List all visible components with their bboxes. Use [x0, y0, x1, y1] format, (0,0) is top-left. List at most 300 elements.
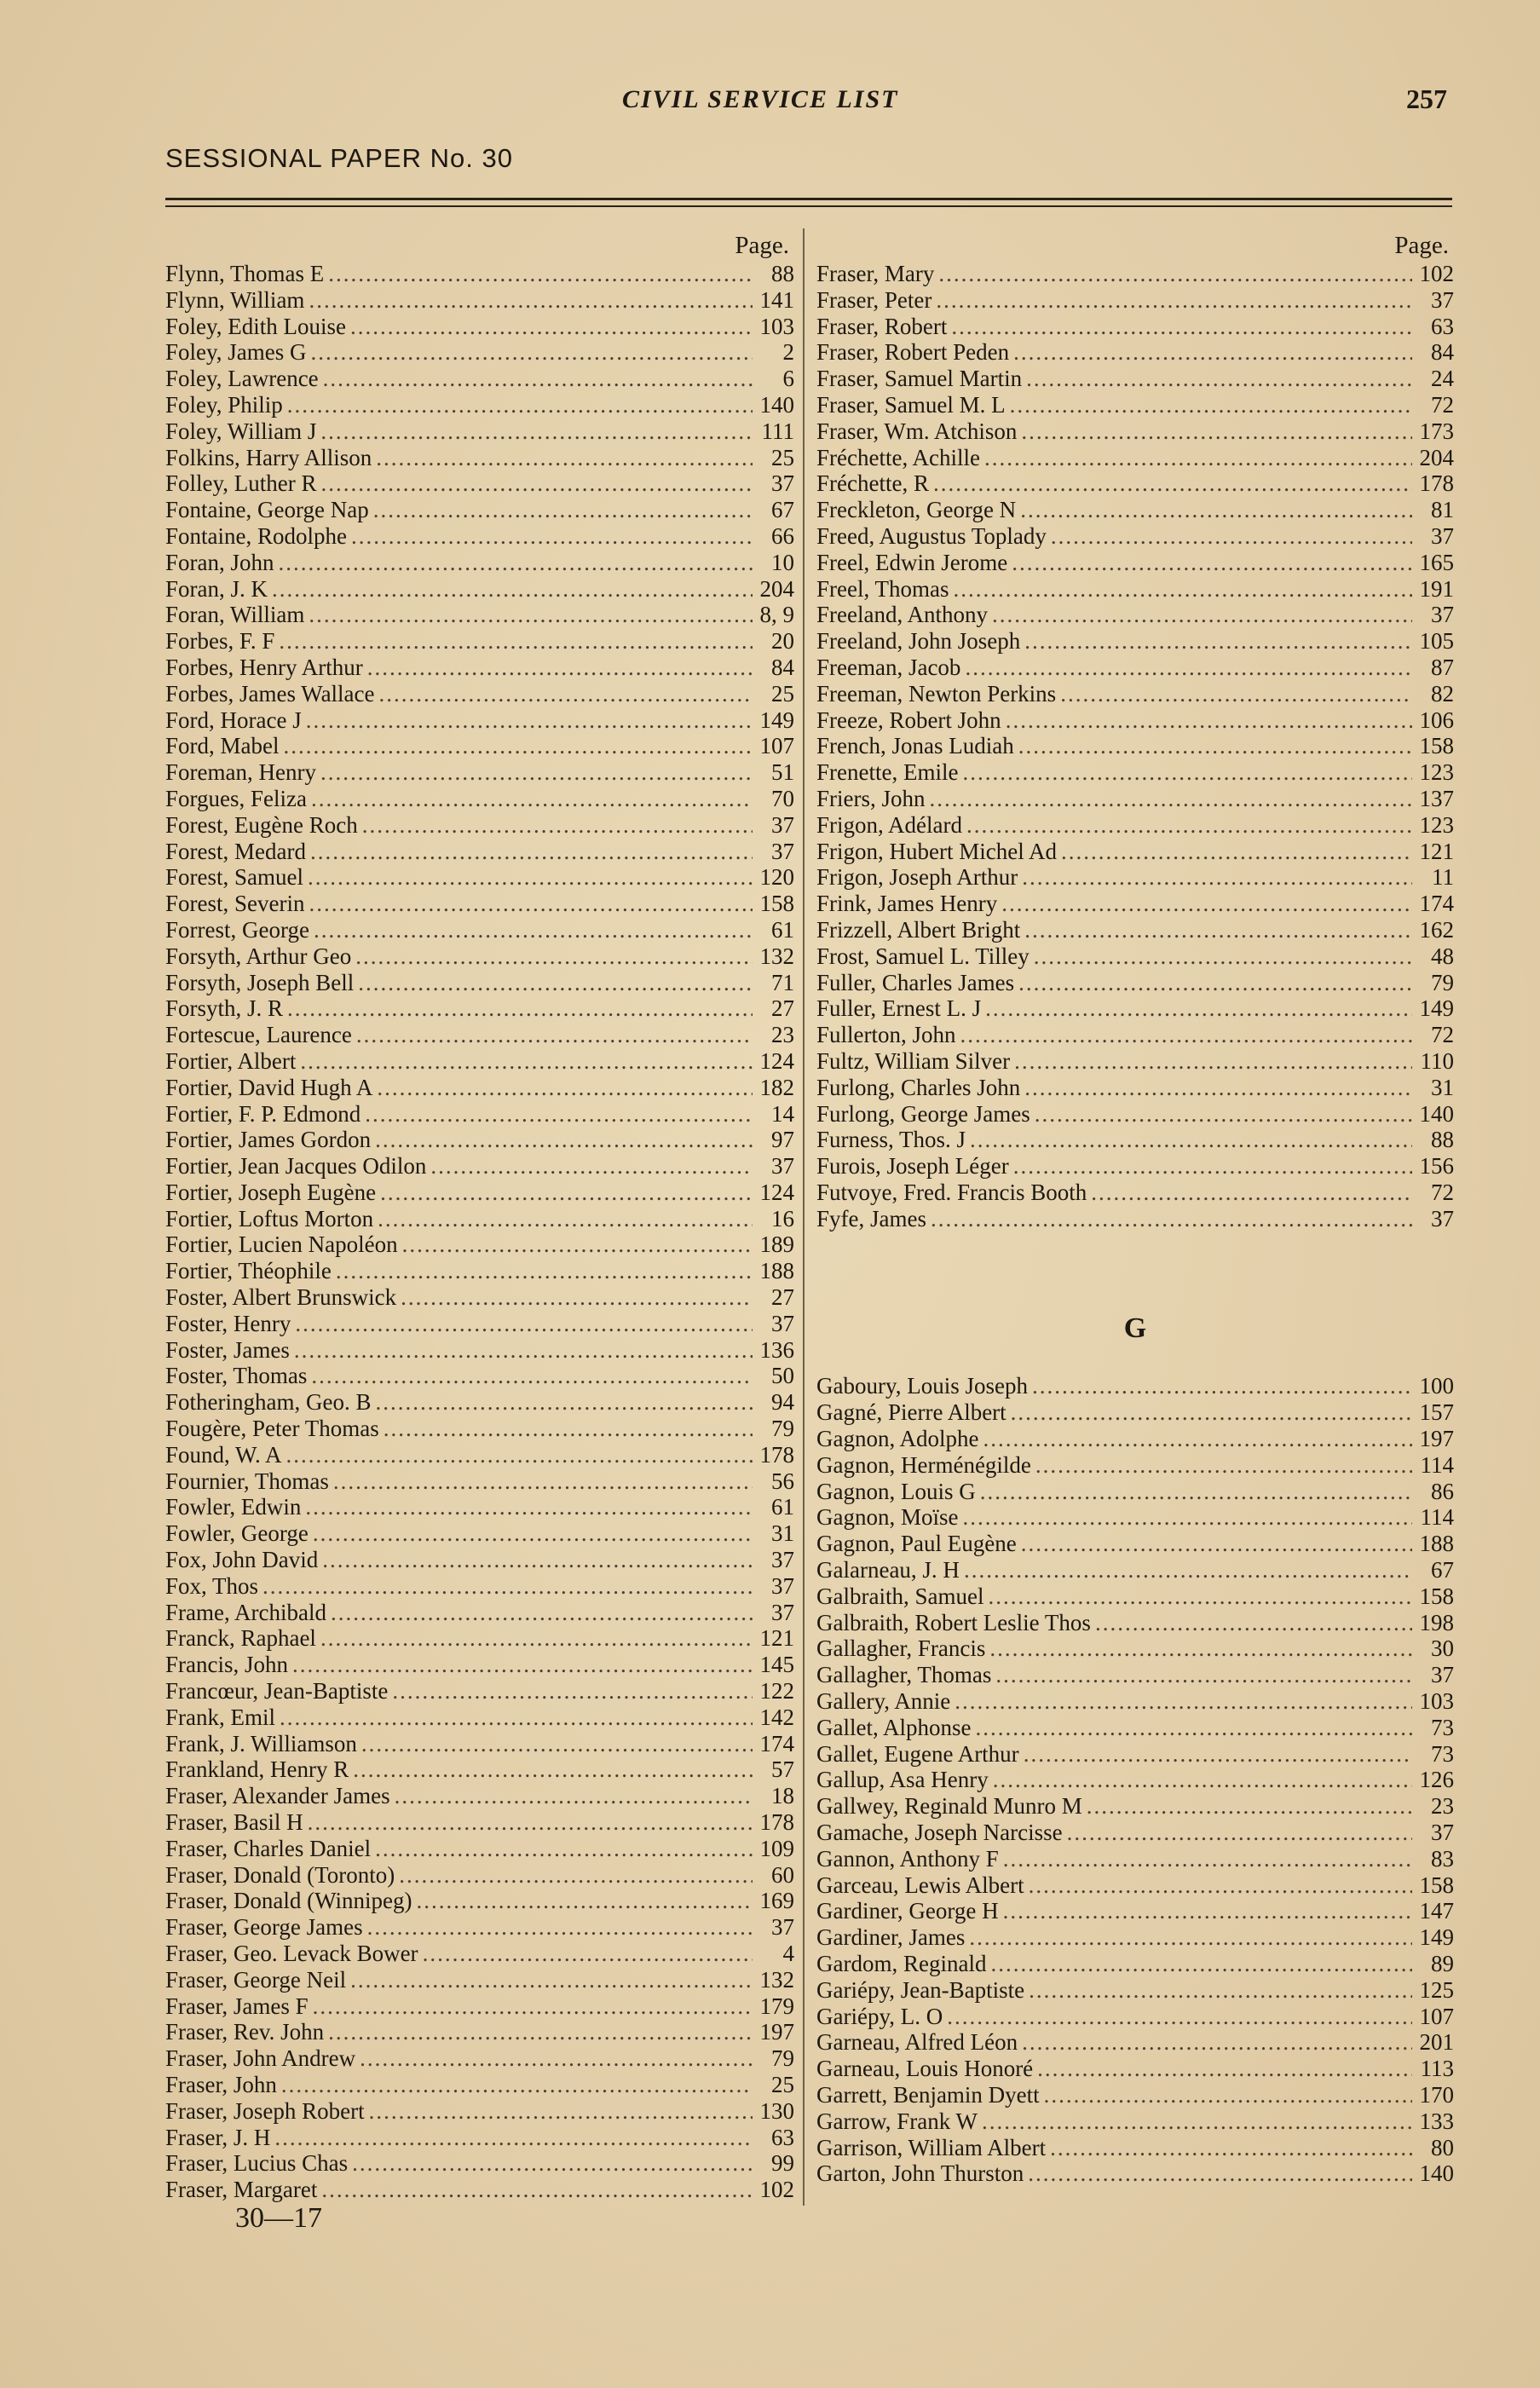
entry-name: Garneau, Louis Honoré: [816, 2056, 1034, 2082]
index-entry: [816, 943, 1454, 970]
index-entry: [165, 287, 794, 314]
index-entry: [816, 366, 1454, 392]
index-entry: [816, 1531, 1454, 1557]
entry-page: 67: [771, 497, 794, 523]
entry-name: Gagnon, Herménégilde: [816, 1451, 1031, 1478]
entry-page: 88: [771, 261, 794, 286]
dot-leader: [305, 1494, 753, 1520]
entry-page: 174: [759, 1730, 794, 1756]
entry-page: 37: [1431, 1820, 1454, 1846]
entry-name: Garneau, Alfred Léon: [816, 2029, 1018, 2056]
index-entry: [165, 2019, 794, 2045]
entry-page: 25: [771, 2071, 794, 2097]
entry-page: 165: [1419, 549, 1454, 575]
entry-name: Galarneau, J. H: [816, 1557, 960, 1583]
entry-name: Fraser, Charles Daniel: [165, 1835, 372, 1861]
entry-name: Galbraith, Samuel: [816, 1583, 984, 1609]
entry-page: 67: [1431, 1557, 1454, 1583]
entry-page: 157: [1419, 1399, 1454, 1426]
dot-leader: [308, 1809, 753, 1836]
entry-name: French, Jonas Ludiah: [816, 733, 1014, 759]
entry-name: Fraser, John Andrew: [165, 2045, 356, 2072]
entry-page: 130: [759, 2097, 794, 2124]
entry-name: Freed, Augustus Toplady: [816, 522, 1047, 549]
index-entry: [165, 1101, 794, 1128]
dot-leader: [1051, 523, 1412, 550]
entry-page: 23: [1431, 1793, 1454, 1820]
entry-page: 30: [1431, 1635, 1454, 1662]
dot-leader: [367, 1914, 753, 1941]
entry-page: 97: [771, 1127, 794, 1153]
entry-name: Fraser, Samuel M. L: [816, 391, 1006, 418]
index-entry: [165, 1967, 794, 1993]
entry-page: 197: [1419, 1426, 1454, 1452]
index-entry: [816, 655, 1454, 681]
entry-page: 198: [1419, 1609, 1454, 1635]
index-entry: [165, 602, 794, 628]
entry-name: Folley, Luther R: [165, 470, 317, 497]
index-entry: [816, 287, 1454, 314]
index-entry: [816, 1101, 1454, 1128]
dot-leader: [309, 891, 753, 917]
dot-leader: [1014, 1048, 1412, 1075]
dot-leader: [377, 1075, 753, 1101]
index-entry: [816, 1872, 1454, 1899]
entry-name: Gardiner, James: [816, 1924, 966, 1951]
index-entry: [165, 576, 794, 603]
entry-page: 70: [771, 785, 794, 811]
index-entry: [816, 2108, 1454, 2135]
dot-leader: [1020, 497, 1412, 523]
index-entry: [816, 576, 1454, 603]
index-entry: [816, 733, 1454, 759]
index-entry: [165, 759, 794, 786]
entry-name: Foran, John: [165, 549, 274, 575]
dot-leader: [1034, 943, 1412, 970]
dot-leader: [1011, 1399, 1412, 1426]
entry-name: Gardiner, George H: [816, 1898, 999, 1924]
entry-name: Gagnon, Adolphe: [816, 1426, 979, 1452]
dot-leader: [358, 970, 753, 996]
entry-name: Folkins, Harry Allison: [165, 444, 372, 470]
entry-name: Gallagher, Thomas: [816, 1662, 992, 1688]
entry-name: Forest, Eugène Roch: [165, 811, 358, 838]
dot-leader: [930, 786, 1413, 812]
entry-name: Fotheringham, Geo. B: [165, 1389, 372, 1416]
dot-leader: [1029, 1977, 1412, 2004]
dot-leader: [1010, 392, 1412, 418]
entry-name: Fultz, William Silver: [816, 1047, 1011, 1074]
entry-page: 27: [771, 1284, 794, 1311]
dot-leader: [430, 1153, 753, 1180]
dot-leader: [262, 1573, 753, 1600]
dot-leader: [1018, 733, 1412, 759]
entry-page: 136: [759, 1336, 794, 1363]
index-entry: [165, 1180, 794, 1206]
entry-page: 63: [771, 2124, 794, 2150]
entry-name: Foley, James G: [165, 339, 307, 366]
entry-name: Frenette, Emile: [816, 759, 959, 786]
index-entry: [165, 1547, 794, 1573]
dot-leader: [1012, 550, 1412, 576]
dot-leader: [311, 786, 753, 812]
dot-leader: [401, 1284, 753, 1311]
dot-leader: [417, 1888, 753, 1914]
entry-page: 170: [1419, 2082, 1454, 2108]
dot-leader: [1035, 1452, 1412, 1479]
entry-name: Forgues, Feliza: [165, 785, 307, 811]
entry-page: 182: [759, 1074, 794, 1100]
entry-page: 178: [1419, 470, 1454, 497]
dot-leader: [375, 1127, 753, 1153]
entry-name: Gaboury, Louis Joseph: [816, 1373, 1028, 1399]
entry-page: 37: [771, 1914, 794, 1941]
right-entry-list-f: [816, 261, 1454, 1231]
entry-name: Friers, John: [816, 785, 926, 811]
index-entry: [165, 1678, 794, 1704]
entry-name: Fyfe, James: [816, 1205, 926, 1231]
entry-page: 120: [759, 864, 794, 891]
entry-name: Frizzell, Albert Bright: [816, 916, 1021, 943]
entry-page: 83: [1431, 1845, 1454, 1872]
entry-name: Frost, Samuel L. Tilley: [816, 943, 1030, 969]
entry-page: 20: [771, 628, 794, 655]
dot-leader: [380, 1180, 753, 1206]
entry-name: Fraser, Donald (Winnipeg): [165, 1888, 412, 1914]
index-entry: [816, 470, 1454, 497]
entry-page: 57: [771, 1756, 794, 1783]
entry-page: 37: [771, 1547, 794, 1573]
dot-leader: [395, 1783, 753, 1809]
dot-leader: [321, 2177, 753, 2203]
entry-name: Freeman, Jacob: [816, 654, 961, 680]
entry-page: 18: [771, 1783, 794, 1809]
entry-page: 137: [1419, 785, 1454, 811]
entry-page: 158: [1419, 1872, 1454, 1898]
index-entry: [816, 1767, 1454, 1793]
entry-page: 103: [759, 313, 794, 339]
entry-name: Fraser, Geo. Levack Bower: [165, 1941, 418, 1966]
index-entry: [165, 392, 794, 418]
entry-page: 145: [759, 1652, 794, 1678]
index-entry: [816, 1452, 1454, 1479]
entry-page: 149: [759, 707, 794, 733]
entry-name: Ford, Mabel: [165, 733, 280, 759]
index-entry: [165, 339, 794, 366]
index-entry: [816, 1688, 1454, 1715]
dot-leader: [1024, 917, 1412, 943]
index-entry: [816, 1741, 1454, 1768]
index-entry: [165, 707, 794, 734]
entry-page: 88: [1431, 1127, 1454, 1153]
index-entry: [816, 1610, 1454, 1636]
index-entry: [165, 1731, 794, 1757]
index-entry: [165, 1888, 794, 1914]
signature-code: 30—17: [235, 2202, 322, 2234]
entry-page: 72: [1431, 1022, 1454, 1048]
index-entry: [816, 917, 1454, 943]
index-entry: [816, 1793, 1454, 1820]
sessional-paper-label: SESSIONAL PAPER No. 30: [165, 143, 513, 173]
entry-name: Freeze, Robert John: [816, 707, 1001, 733]
index-entry: [816, 2004, 1454, 2030]
index-entry: [816, 891, 1454, 917]
entry-page: 86: [1431, 1478, 1454, 1504]
dot-leader: [1060, 681, 1412, 707]
dot-leader: [953, 576, 1412, 603]
entry-name: Garrow, Frank W: [816, 2108, 978, 2134]
entry-name: Forest, Severin: [165, 891, 305, 917]
column-divider: [803, 228, 805, 2206]
entry-name: Foreman, Henry: [165, 759, 316, 786]
entry-name: Freel, Thomas: [816, 575, 949, 602]
dot-leader: [361, 1731, 753, 1757]
index-entry: [165, 1258, 794, 1284]
dot-leader: [300, 1048, 753, 1075]
section-letter-g: G: [1123, 1312, 1147, 1345]
dot-leader: [988, 1583, 1412, 1610]
dot-leader: [313, 1993, 753, 2020]
index-entry: [165, 1389, 794, 1416]
entry-name: Gagnon, Paul Eugène: [816, 1531, 1017, 1557]
dot-leader: [309, 287, 753, 314]
dot-leader: [373, 497, 753, 523]
index-entry: [165, 2177, 794, 2203]
dot-leader: [1024, 1741, 1412, 1768]
entry-page: 37: [771, 838, 794, 864]
dot-leader: [320, 470, 753, 497]
entry-page: 197: [759, 2019, 794, 2045]
entry-name: Forest, Samuel: [165, 864, 303, 891]
index-entry: [816, 261, 1454, 287]
entry-name: Fortier, James Gordon: [165, 1127, 372, 1153]
entry-name: Fréchette, R: [816, 470, 929, 497]
dot-leader: [402, 1231, 753, 1258]
dot-leader: [320, 1625, 753, 1652]
dot-leader: [375, 1389, 753, 1416]
index-entry: [816, 1075, 1454, 1101]
entry-name: Gallery, Annie: [816, 1688, 951, 1715]
dot-leader: [1003, 1898, 1412, 1924]
entry-name: Freeman, Newton Perkins: [816, 680, 1057, 707]
dot-leader: [423, 1941, 753, 1967]
entry-page: 82: [1431, 680, 1454, 707]
entry-page: 124: [759, 1047, 794, 1074]
entry-page: 114: [1420, 1504, 1454, 1531]
entry-page: 61: [771, 916, 794, 943]
entry-name: Garceau, Lewis Albert: [816, 1872, 1024, 1898]
index-entry: [165, 655, 794, 681]
entry-name: Fraser, Rev. John: [165, 2019, 325, 2045]
dot-leader: [392, 1678, 753, 1704]
left-entry-list: [165, 261, 794, 2203]
dot-leader: [286, 1442, 753, 1468]
entry-page: 140: [1419, 2160, 1454, 2187]
entry-page: 89: [1431, 1951, 1454, 1977]
index-entry: [816, 1373, 1454, 1399]
dot-leader: [378, 1206, 753, 1232]
index-entry: [816, 2160, 1454, 2187]
entry-name: Forbes, F. F: [165, 628, 275, 655]
entry-name: Foley, Lawrence: [165, 366, 319, 392]
dot-leader: [984, 445, 1412, 471]
entry-name: Fraser, Wm. Atchison: [816, 418, 1018, 444]
index-entry: [165, 1153, 794, 1180]
entry-name: Garrison, William Albert: [816, 2134, 1047, 2160]
entry-page: 84: [1431, 339, 1454, 366]
entry-page: 149: [1419, 1924, 1454, 1951]
entry-name: Fowler, George: [165, 1520, 309, 1547]
dot-leader: [281, 2072, 753, 2098]
entry-page: 23: [771, 1022, 794, 1048]
entry-name: Frink, James Henry: [816, 891, 998, 917]
entry-name: Freeland, John Joseph: [816, 628, 1021, 655]
entry-name: Fox, John David: [165, 1547, 319, 1573]
dot-leader: [1024, 628, 1412, 655]
dot-leader: [1022, 864, 1412, 891]
entry-page: 125: [1419, 1976, 1454, 2003]
dot-leader: [1029, 1872, 1412, 1899]
entry-name: Fraser, Mary: [816, 261, 935, 286]
index-entry: [816, 1127, 1454, 1153]
index-entry: [165, 2125, 794, 2151]
index-entry: [165, 786, 794, 812]
dot-leader: [969, 1924, 1412, 1951]
entry-page: 37: [1431, 522, 1454, 549]
entry-page: 66: [771, 522, 794, 549]
header-rule-top: [165, 198, 1452, 200]
index-entry: [165, 681, 794, 707]
dot-leader: [310, 339, 753, 366]
dot-leader: [399, 1862, 753, 1889]
entry-name: Franck, Raphael: [165, 1625, 316, 1652]
entry-page: 37: [1431, 602, 1454, 628]
dot-leader: [955, 1688, 1412, 1715]
index-entry: [165, 1862, 794, 1889]
entry-name: Fontaine, George Nap: [165, 497, 369, 523]
entry-name: Foley, Edith Louise: [165, 313, 346, 339]
entry-page: 142: [759, 1704, 794, 1730]
index-entry: [165, 733, 794, 759]
dot-leader: [983, 1426, 1412, 1452]
dot-leader: [947, 2004, 1412, 2030]
entry-name: Frank, J. Williamson: [165, 1730, 357, 1756]
page-column-label: Page.: [1394, 232, 1449, 259]
entry-name: Forsyth, Joseph Bell: [165, 969, 355, 995]
entry-page: 14: [771, 1100, 794, 1127]
dot-leader: [356, 1022, 753, 1048]
dot-leader: [306, 707, 753, 734]
entry-name: Frigon, Hubert Michel Ad: [816, 838, 1057, 864]
entry-name: Fortier, Jean Jacques Odilon: [165, 1153, 427, 1180]
index-entry: [816, 2135, 1454, 2161]
entry-name: Frankland, Henry R: [165, 1756, 349, 1783]
index-entry: [816, 628, 1454, 655]
entry-page: 73: [1431, 1740, 1454, 1767]
entry-page: 162: [1419, 916, 1454, 943]
index-entry: [165, 1836, 794, 1862]
entry-page: 81: [1431, 497, 1454, 523]
entry-page: 37: [1431, 1662, 1454, 1688]
entry-name: Forrest, George: [165, 916, 309, 943]
index-entry: [816, 550, 1454, 576]
entry-page: 25: [771, 680, 794, 707]
right-column: [816, 230, 1454, 2187]
index-entry: [816, 1846, 1454, 1872]
index-entry: [165, 995, 794, 1022]
index-entry: [165, 1284, 794, 1311]
index-entry: [816, 1022, 1454, 1048]
index-entry: [165, 1363, 794, 1389]
entry-name: Fraser, Peter: [816, 286, 932, 313]
index-entry: [816, 2082, 1454, 2108]
entry-name: Fraser, Joseph Robert: [165, 2097, 365, 2124]
dot-leader: [985, 995, 1412, 1022]
index-entry: [816, 602, 1454, 628]
entry-page: 94: [771, 1389, 794, 1416]
entry-page: 10: [771, 549, 794, 575]
entry-page: 124: [759, 1179, 794, 1205]
header-rule-bottom: [165, 205, 1452, 207]
entry-page: 204: [1419, 444, 1454, 470]
index-entry: [816, 1898, 1454, 1924]
entry-name: Fournier, Thomas: [165, 1468, 329, 1494]
dot-leader: [980, 1479, 1412, 1505]
dot-leader: [962, 759, 1412, 786]
index-entry: [165, 1468, 794, 1495]
entry-page: 178: [759, 1809, 794, 1836]
dot-leader: [992, 602, 1412, 628]
index-entry: [816, 1820, 1454, 1846]
entry-name: Fraser, Robert Peden: [816, 339, 1010, 366]
index-entry: [816, 1180, 1454, 1206]
index-entry: [165, 418, 794, 445]
dot-leader: [375, 1836, 753, 1862]
dot-leader: [1022, 2029, 1412, 2056]
dot-leader: [279, 550, 753, 576]
entry-page: 178: [759, 1441, 794, 1468]
entry-page: 132: [759, 943, 794, 969]
entry-name: Gagné, Pierre Albert: [816, 1399, 1006, 1426]
entry-name: Foley, Philip: [165, 391, 283, 418]
index-entry: [816, 1557, 1454, 1583]
dot-leader: [951, 314, 1412, 340]
dot-leader: [323, 366, 753, 392]
index-entry: [165, 1783, 794, 1809]
entry-page: 50: [771, 1363, 794, 1389]
entry-page: 107: [1419, 2003, 1454, 2029]
index-entry: [816, 314, 1454, 340]
entry-page: 102: [759, 2177, 794, 2203]
entry-page: 173: [1419, 418, 1454, 444]
dot-leader: [989, 1635, 1412, 1662]
entry-name: Fraser, Lucius Chas: [165, 2150, 349, 2177]
index-entry: [165, 445, 794, 471]
index-entry: [165, 1520, 794, 1547]
index-entry: [816, 1583, 1454, 1610]
dot-leader: [384, 1416, 753, 1442]
index-entry: [816, 1048, 1454, 1075]
page-number: 257: [1406, 84, 1447, 114]
dot-leader: [308, 864, 753, 891]
index-entry: [165, 261, 794, 287]
entry-name: Gagnon, Moïse: [816, 1504, 959, 1531]
index-entry: [165, 2098, 794, 2125]
entry-name: Fréchette, Achille: [816, 444, 980, 470]
index-entry: [165, 864, 794, 891]
dot-leader: [938, 261, 1412, 287]
entry-page: 114: [1420, 1451, 1454, 1478]
